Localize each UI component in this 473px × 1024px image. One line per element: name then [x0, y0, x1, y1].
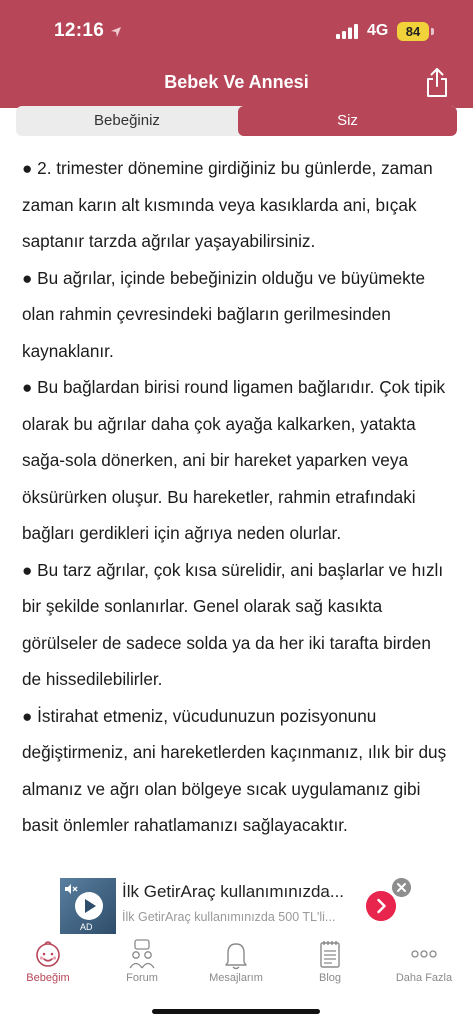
tab-blog[interactable]: [290, 938, 370, 1000]
tab-bebegim[interactable]: [8, 938, 88, 1000]
bell-icon: [220, 938, 252, 970]
play-icon[interactable]: [74, 891, 104, 921]
status-time: 12:16: [54, 20, 105, 41]
tab-label: Forum: [126, 972, 158, 984]
segmented-control: [16, 106, 457, 136]
close-icon[interactable]: [392, 878, 411, 897]
tab-forum[interactable]: [102, 938, 182, 1000]
article-body: [22, 150, 454, 844]
cellular-signal-icon: [336, 24, 360, 39]
ad-tag: AD: [80, 922, 93, 932]
page-title: Bebek Ve Annesi: [164, 72, 309, 92]
article-paragraph: ● Bu tarz ağrılar, çok kısa sürelidir, ani başlarlar ve hızlı bir şekilde sonlanırlar. Genel olarak sağ kasıkta görülseler de sadece solda ya da her iki tarafta birden de hissedilebilirler.: [22, 559, 444, 689]
article-paragraph: ● Bu ağrılar, içinde bebeğinizin olduğu ve büyümekte olan rahmin çevresindeki bağların gerilmesinden kaynaklanır.: [22, 267, 426, 361]
baby-face-icon: [32, 938, 64, 970]
status-bar: [0, 0, 473, 62]
tab-label: Blog: [318, 972, 342, 984]
ad-title[interactable]: İlk GetirAraç kullanımınızda...: [122, 882, 345, 901]
share-icon[interactable]: [424, 66, 450, 98]
tab-label: Daha Fazla: [395, 972, 453, 984]
battery-level: 84: [397, 22, 429, 41]
ad-subtitle[interactable]: İlk GetirAraç kullanımınızda 500 TL'li...: [122, 910, 336, 924]
network-type: 4G: [367, 22, 389, 39]
ad-thumbnail[interactable]: [60, 878, 116, 934]
notepad-icon: [314, 938, 346, 970]
location-arrow-icon: [110, 26, 122, 38]
tab-mesajlarim[interactable]: [196, 938, 276, 1000]
ad-banner[interactable]: [0, 874, 473, 938]
tab-label: Mesajlarım: [209, 972, 263, 984]
more-dots-icon: [408, 938, 440, 970]
tab-daha-fazla[interactable]: [384, 938, 464, 1000]
segment-bebeginiz[interactable]: Bebeğiniz: [94, 112, 160, 129]
ad-chevron-right-icon[interactable]: [366, 891, 396, 921]
battery-tip: [431, 28, 434, 35]
tab-label: Bebeğim: [26, 972, 70, 984]
app-header: [0, 0, 473, 108]
segment-siz[interactable]: Siz: [238, 106, 457, 136]
home-indicator[interactable]: [152, 1009, 320, 1014]
tab-bar: [0, 938, 473, 1000]
article-paragraph: ● 2. trimester dönemine girdiğiniz bu günlerde, zaman zaman karın alt kısmında veya kasıklarda ani, bıçak saptanır tarzda ağrılar yaşayabilirsiniz.: [22, 158, 433, 251]
people-icon: [126, 938, 158, 970]
article-paragraph: ● İstirahat etmeniz, vücudunuzun pozisyonunu değiştirmeniz, ani hareketlerden kaçınmanız, ılık bir duş almanız ve ağrı olan bölgeye sıcak uygulamanız gibi basit önlemler rahatlamanızı sağlayacaktır.: [22, 705, 447, 835]
article-paragraph: ● Bu bağlardan birisi round ligamen bağlarıdır. Çok tipik olarak bu ağrılar daha çok ayağa kalkarken, yatakta sağa-sola dönerken, ani bir hareket yaparken veya öksürürken oluşur. Bu hareketler, rahmin etrafındaki bağları gerdikleri için ağrıya neden olurlar.: [22, 377, 446, 543]
